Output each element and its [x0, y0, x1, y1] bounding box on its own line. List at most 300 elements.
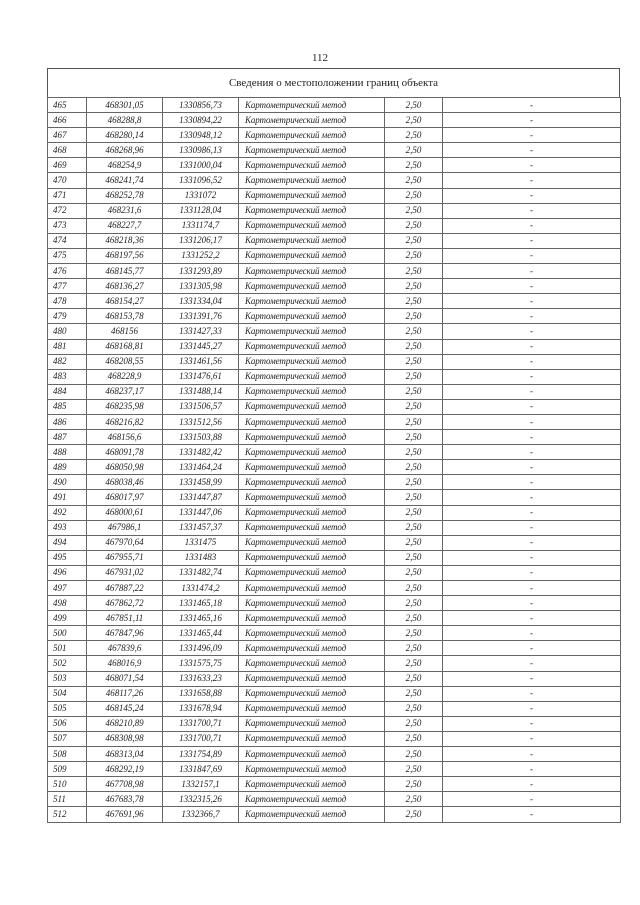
accuracy-cell: 2,50 [385, 656, 443, 671]
point-number-cell: 468 [48, 143, 87, 158]
point-number-cell: 512 [48, 807, 87, 822]
table-row [48, 626, 621, 641]
table-row [48, 430, 621, 445]
method-cell: Картометрический метод [239, 701, 385, 716]
method-cell: Картометрический метод [239, 550, 385, 565]
table-row [48, 807, 621, 822]
accuracy-cell: 2,50 [385, 626, 443, 641]
method-cell: Картометрический метод [239, 656, 385, 671]
description-cell: - [443, 596, 621, 611]
table-row [48, 339, 621, 354]
table-row [48, 173, 621, 188]
accuracy-cell: 2,50 [385, 324, 443, 339]
method-cell: Картометрический метод [239, 445, 385, 460]
method-cell: Картометрический метод [239, 218, 385, 233]
description-cell: - [443, 324, 621, 339]
point-number-cell: 469 [48, 158, 87, 173]
table-row [48, 701, 621, 716]
y-coordinate-cell: 1331506,57 [163, 399, 239, 414]
accuracy-cell: 2,50 [385, 490, 443, 505]
y-coordinate-cell: 1331447,06 [163, 505, 239, 520]
description-cell: - [443, 807, 621, 822]
table-row [48, 98, 621, 113]
table-row [48, 490, 621, 505]
y-coordinate-cell: 1331293,89 [163, 264, 239, 279]
y-coordinate-cell: 1331474,2 [163, 581, 239, 596]
description-cell: - [443, 384, 621, 399]
method-cell: Картометрический метод [239, 505, 385, 520]
accuracy-cell: 2,50 [385, 264, 443, 279]
x-coordinate-cell: 468218,36 [87, 233, 163, 248]
method-cell: Картометрический метод [239, 535, 385, 550]
description-cell: - [443, 279, 621, 294]
x-coordinate-cell: 467708,98 [87, 777, 163, 792]
x-coordinate-cell: 468301,05 [87, 98, 163, 113]
accuracy-cell: 2,50 [385, 445, 443, 460]
method-cell: Картометрический метод [239, 414, 385, 429]
accuracy-cell: 2,50 [385, 792, 443, 807]
accuracy-cell: 2,50 [385, 460, 443, 475]
x-coordinate-cell: 468268,96 [87, 143, 163, 158]
table-row [48, 641, 621, 656]
y-coordinate-cell: 1331678,94 [163, 701, 239, 716]
accuracy-cell: 2,50 [385, 611, 443, 626]
description-cell: - [443, 565, 621, 580]
point-number-cell: 503 [48, 671, 87, 686]
accuracy-cell: 2,50 [385, 354, 443, 369]
table-row [48, 520, 621, 535]
y-coordinate-cell: 1331334,04 [163, 294, 239, 309]
method-cell: Картометрический метод [239, 626, 385, 641]
y-coordinate-cell: 1331847,69 [163, 762, 239, 777]
x-coordinate-cell: 467955,71 [87, 550, 163, 565]
x-coordinate-cell: 467683,78 [87, 792, 163, 807]
description-cell: - [443, 248, 621, 263]
point-number-cell: 495 [48, 550, 87, 565]
accuracy-cell: 2,50 [385, 369, 443, 384]
y-coordinate-cell: 1331305,98 [163, 279, 239, 294]
accuracy-cell: 2,50 [385, 430, 443, 445]
point-number-cell: 476 [48, 264, 87, 279]
y-coordinate-cell: 1330986,13 [163, 143, 239, 158]
x-coordinate-cell: 467839,6 [87, 641, 163, 656]
y-coordinate-cell: 1331633,23 [163, 671, 239, 686]
coordinates-sheet [47, 68, 620, 823]
accuracy-cell: 2,50 [385, 414, 443, 429]
point-number-cell: 481 [48, 339, 87, 354]
description-cell: - [443, 686, 621, 701]
description-cell: - [443, 656, 621, 671]
point-number-cell: 484 [48, 384, 87, 399]
y-coordinate-cell: 1331096,52 [163, 173, 239, 188]
table-row [48, 596, 621, 611]
method-cell: Картометрический метод [239, 807, 385, 822]
y-coordinate-cell: 1331465,18 [163, 596, 239, 611]
method-cell: Картометрический метод [239, 173, 385, 188]
x-coordinate-cell: 468145,24 [87, 701, 163, 716]
method-cell: Картометрический метод [239, 309, 385, 324]
table-row [48, 414, 621, 429]
method-cell: Картометрический метод [239, 354, 385, 369]
method-cell: Картометрический метод [239, 520, 385, 535]
accuracy-cell: 2,50 [385, 686, 443, 701]
method-cell: Картометрический метод [239, 399, 385, 414]
accuracy-cell: 2,50 [385, 671, 443, 686]
y-coordinate-cell: 1332157,1 [163, 777, 239, 792]
y-coordinate-cell: 1331488,14 [163, 384, 239, 399]
table-row [48, 128, 621, 143]
point-number-cell: 491 [48, 490, 87, 505]
y-coordinate-cell: 1331174,7 [163, 218, 239, 233]
x-coordinate-cell: 468237,17 [87, 384, 163, 399]
point-number-cell: 497 [48, 581, 87, 596]
description-cell: - [443, 233, 621, 248]
method-cell: Картометрический метод [239, 113, 385, 128]
x-coordinate-cell: 468216,82 [87, 414, 163, 429]
method-cell: Картометрический метод [239, 641, 385, 656]
point-number-cell: 496 [48, 565, 87, 580]
x-coordinate-cell: 468292,19 [87, 762, 163, 777]
y-coordinate-cell: 1330894,22 [163, 113, 239, 128]
x-coordinate-cell: 468017,97 [87, 490, 163, 505]
accuracy-cell: 2,50 [385, 747, 443, 762]
description-cell: - [443, 218, 621, 233]
description-cell: - [443, 203, 621, 218]
accuracy-cell: 2,50 [385, 339, 443, 354]
x-coordinate-cell: 468197,56 [87, 248, 163, 263]
point-number-cell: 470 [48, 173, 87, 188]
method-cell: Картометрический метод [239, 716, 385, 731]
table-row [48, 113, 621, 128]
y-coordinate-cell: 1331512,56 [163, 414, 239, 429]
description-cell: - [443, 354, 621, 369]
y-coordinate-cell: 1330856,73 [163, 98, 239, 113]
y-coordinate-cell: 1331464,24 [163, 460, 239, 475]
table-row [48, 762, 621, 777]
point-number-cell: 480 [48, 324, 87, 339]
point-number-cell: 466 [48, 113, 87, 128]
y-coordinate-cell: 1331754,89 [163, 747, 239, 762]
method-cell: Картометрический метод [239, 339, 385, 354]
method-cell: Картометрический метод [239, 98, 385, 113]
method-cell: Картометрический метод [239, 596, 385, 611]
x-coordinate-cell: 468091,78 [87, 445, 163, 460]
y-coordinate-cell: 1331457,37 [163, 520, 239, 535]
description-cell: - [443, 173, 621, 188]
accuracy-cell: 2,50 [385, 596, 443, 611]
point-number-cell: 510 [48, 777, 87, 792]
description-cell: - [443, 113, 621, 128]
point-number-cell: 465 [48, 98, 87, 113]
x-coordinate-cell: 468156 [87, 324, 163, 339]
accuracy-cell: 2,50 [385, 128, 443, 143]
point-number-cell: 493 [48, 520, 87, 535]
point-number-cell: 486 [48, 414, 87, 429]
point-number-cell: 494 [48, 535, 87, 550]
method-cell: Картометрический метод [239, 747, 385, 762]
y-coordinate-cell: 1331465,44 [163, 626, 239, 641]
method-cell: Картометрический метод [239, 565, 385, 580]
x-coordinate-cell: 468136,27 [87, 279, 163, 294]
method-cell: Картометрический метод [239, 581, 385, 596]
x-coordinate-cell: 468313,04 [87, 747, 163, 762]
description-cell: - [443, 414, 621, 429]
x-coordinate-cell: 468117,26 [87, 686, 163, 701]
table-row [48, 581, 621, 596]
accuracy-cell: 2,50 [385, 188, 443, 203]
point-number-cell: 505 [48, 701, 87, 716]
point-number-cell: 511 [48, 792, 87, 807]
table-row [48, 248, 621, 263]
x-coordinate-cell: 468227,7 [87, 218, 163, 233]
method-cell: Картометрический метод [239, 158, 385, 173]
point-number-cell: 506 [48, 716, 87, 731]
description-cell: - [443, 550, 621, 565]
x-coordinate-cell: 468153,78 [87, 309, 163, 324]
method-cell: Картометрический метод [239, 324, 385, 339]
accuracy-cell: 2,50 [385, 505, 443, 520]
description-cell: - [443, 641, 621, 656]
accuracy-cell: 2,50 [385, 701, 443, 716]
x-coordinate-cell: 468288,8 [87, 113, 163, 128]
point-number-cell: 483 [48, 369, 87, 384]
y-coordinate-cell: 1331483 [163, 550, 239, 565]
x-coordinate-cell: 467887,22 [87, 581, 163, 596]
table-row [48, 550, 621, 565]
table-row [48, 565, 621, 580]
point-number-cell: 467 [48, 128, 87, 143]
accuracy-cell: 2,50 [385, 173, 443, 188]
description-cell: - [443, 339, 621, 354]
accuracy-cell: 2,50 [385, 98, 443, 113]
y-coordinate-cell: 1331700,71 [163, 716, 239, 731]
y-coordinate-cell: 1331575,75 [163, 656, 239, 671]
method-cell: Картометрический метод [239, 475, 385, 490]
description-cell: - [443, 399, 621, 414]
point-number-cell: 498 [48, 596, 87, 611]
table-row [48, 535, 621, 550]
accuracy-cell: 2,50 [385, 233, 443, 248]
table-row [48, 324, 621, 339]
y-coordinate-cell: 1331391,76 [163, 309, 239, 324]
method-cell: Картометрический метод [239, 128, 385, 143]
table-row [48, 747, 621, 762]
description-cell: - [443, 143, 621, 158]
method-cell: Картометрический метод [239, 686, 385, 701]
description-cell: - [443, 520, 621, 535]
table-row [48, 369, 621, 384]
point-number-cell: 489 [48, 460, 87, 475]
method-cell: Картометрический метод [239, 248, 385, 263]
y-coordinate-cell: 1331700,71 [163, 731, 239, 746]
description-cell: - [443, 716, 621, 731]
point-number-cell: 478 [48, 294, 87, 309]
method-cell: Картометрический метод [239, 430, 385, 445]
table-row [48, 656, 621, 671]
y-coordinate-cell: 1331461,56 [163, 354, 239, 369]
accuracy-cell: 2,50 [385, 520, 443, 535]
point-number-cell: 474 [48, 233, 87, 248]
x-coordinate-cell: 468241,74 [87, 173, 163, 188]
description-cell: - [443, 490, 621, 505]
accuracy-cell: 2,50 [385, 279, 443, 294]
accuracy-cell: 2,50 [385, 294, 443, 309]
table-row [48, 354, 621, 369]
description-cell: - [443, 505, 621, 520]
description-cell: - [443, 430, 621, 445]
method-cell: Картометрический метод [239, 294, 385, 309]
point-number-cell: 507 [48, 731, 87, 746]
description-cell: - [443, 731, 621, 746]
table-row [48, 611, 621, 626]
y-coordinate-cell: 1331128,04 [163, 203, 239, 218]
accuracy-cell: 2,50 [385, 777, 443, 792]
y-coordinate-cell: 1331475 [163, 535, 239, 550]
description-cell: - [443, 762, 621, 777]
point-number-cell: 501 [48, 641, 87, 656]
y-coordinate-cell: 1331000,04 [163, 158, 239, 173]
accuracy-cell: 2,50 [385, 248, 443, 263]
table-row [48, 686, 621, 701]
point-number-cell: 487 [48, 430, 87, 445]
accuracy-cell: 2,50 [385, 113, 443, 128]
x-coordinate-cell: 467691,96 [87, 807, 163, 822]
y-coordinate-cell: 1331503,88 [163, 430, 239, 445]
y-coordinate-cell: 1331458,99 [163, 475, 239, 490]
x-coordinate-cell: 467847,96 [87, 626, 163, 641]
y-coordinate-cell: 1331447,87 [163, 490, 239, 505]
accuracy-cell: 2,50 [385, 581, 443, 596]
method-cell: Картометрический метод [239, 777, 385, 792]
table-row [48, 475, 621, 490]
x-coordinate-cell: 467986,1 [87, 520, 163, 535]
y-coordinate-cell: 1331496,09 [163, 641, 239, 656]
x-coordinate-cell: 468228,9 [87, 369, 163, 384]
x-coordinate-cell: 468168,81 [87, 339, 163, 354]
accuracy-cell: 2,50 [385, 641, 443, 656]
point-number-cell: 477 [48, 279, 87, 294]
x-coordinate-cell: 468280,14 [87, 128, 163, 143]
table-row [48, 399, 621, 414]
accuracy-cell: 2,50 [385, 218, 443, 233]
x-coordinate-cell: 467970,64 [87, 535, 163, 550]
section-title: Сведения о местоположении границ объекта [47, 68, 620, 97]
description-cell: - [443, 747, 621, 762]
accuracy-cell: 2,50 [385, 158, 443, 173]
x-coordinate-cell: 468156,6 [87, 430, 163, 445]
accuracy-cell: 2,50 [385, 475, 443, 490]
point-number-cell: 482 [48, 354, 87, 369]
point-number-cell: 475 [48, 248, 87, 263]
method-cell: Картометрический метод [239, 384, 385, 399]
point-number-cell: 490 [48, 475, 87, 490]
x-coordinate-cell: 468050,98 [87, 460, 163, 475]
y-coordinate-cell: 1331476,61 [163, 369, 239, 384]
point-number-cell: 499 [48, 611, 87, 626]
method-cell: Картометрический метод [239, 731, 385, 746]
table-row [48, 188, 621, 203]
point-number-cell: 485 [48, 399, 87, 414]
accuracy-cell: 2,50 [385, 535, 443, 550]
table-row [48, 233, 621, 248]
method-cell: Картометрический метод [239, 611, 385, 626]
y-coordinate-cell: 1330948,12 [163, 128, 239, 143]
x-coordinate-cell: 468254,9 [87, 158, 163, 173]
point-number-cell: 473 [48, 218, 87, 233]
table-row [48, 294, 621, 309]
x-coordinate-cell: 468210,89 [87, 716, 163, 731]
accuracy-cell: 2,50 [385, 143, 443, 158]
x-coordinate-cell: 468071,54 [87, 671, 163, 686]
point-number-cell: 492 [48, 505, 87, 520]
x-coordinate-cell: 467931,02 [87, 565, 163, 580]
table-row [48, 143, 621, 158]
description-cell: - [443, 535, 621, 550]
point-number-cell: 479 [48, 309, 87, 324]
table-row [48, 309, 621, 324]
x-coordinate-cell: 467862,72 [87, 596, 163, 611]
accuracy-cell: 2,50 [385, 550, 443, 565]
x-coordinate-cell: 468231,6 [87, 203, 163, 218]
description-cell: - [443, 294, 621, 309]
point-number-cell: 504 [48, 686, 87, 701]
accuracy-cell: 2,50 [385, 384, 443, 399]
accuracy-cell: 2,50 [385, 716, 443, 731]
method-cell: Картометрический метод [239, 671, 385, 686]
accuracy-cell: 2,50 [385, 731, 443, 746]
x-coordinate-cell: 468252,78 [87, 188, 163, 203]
method-cell: Картометрический метод [239, 143, 385, 158]
description-cell: - [443, 581, 621, 596]
point-number-cell: 471 [48, 188, 87, 203]
description-cell: - [443, 369, 621, 384]
description-cell: - [443, 188, 621, 203]
description-cell: - [443, 98, 621, 113]
x-coordinate-cell: 467851,11 [87, 611, 163, 626]
description-cell: - [443, 777, 621, 792]
accuracy-cell: 2,50 [385, 565, 443, 580]
description-cell: - [443, 264, 621, 279]
table-row [48, 203, 621, 218]
table-row [48, 505, 621, 520]
method-cell: Картометрический метод [239, 460, 385, 475]
table-row [48, 792, 621, 807]
x-coordinate-cell: 468154,27 [87, 294, 163, 309]
table-body [48, 98, 621, 823]
point-number-cell: 502 [48, 656, 87, 671]
point-number-cell: 488 [48, 445, 87, 460]
description-cell: - [443, 309, 621, 324]
x-coordinate-cell: 468038,46 [87, 475, 163, 490]
point-number-cell: 472 [48, 203, 87, 218]
table-row [48, 445, 621, 460]
point-number-cell: 509 [48, 762, 87, 777]
y-coordinate-cell: 1331482,74 [163, 565, 239, 580]
table-row [48, 218, 621, 233]
y-coordinate-cell: 1331658,88 [163, 686, 239, 701]
method-cell: Картометрический метод [239, 233, 385, 248]
description-cell: - [443, 445, 621, 460]
coordinates-table [47, 97, 621, 823]
method-cell: Картометрический метод [239, 762, 385, 777]
accuracy-cell: 2,50 [385, 203, 443, 218]
x-coordinate-cell: 468235,98 [87, 399, 163, 414]
accuracy-cell: 2,50 [385, 762, 443, 777]
table-row [48, 384, 621, 399]
point-number-cell: 500 [48, 626, 87, 641]
description-cell: - [443, 671, 621, 686]
y-coordinate-cell: 1332366,7 [163, 807, 239, 822]
